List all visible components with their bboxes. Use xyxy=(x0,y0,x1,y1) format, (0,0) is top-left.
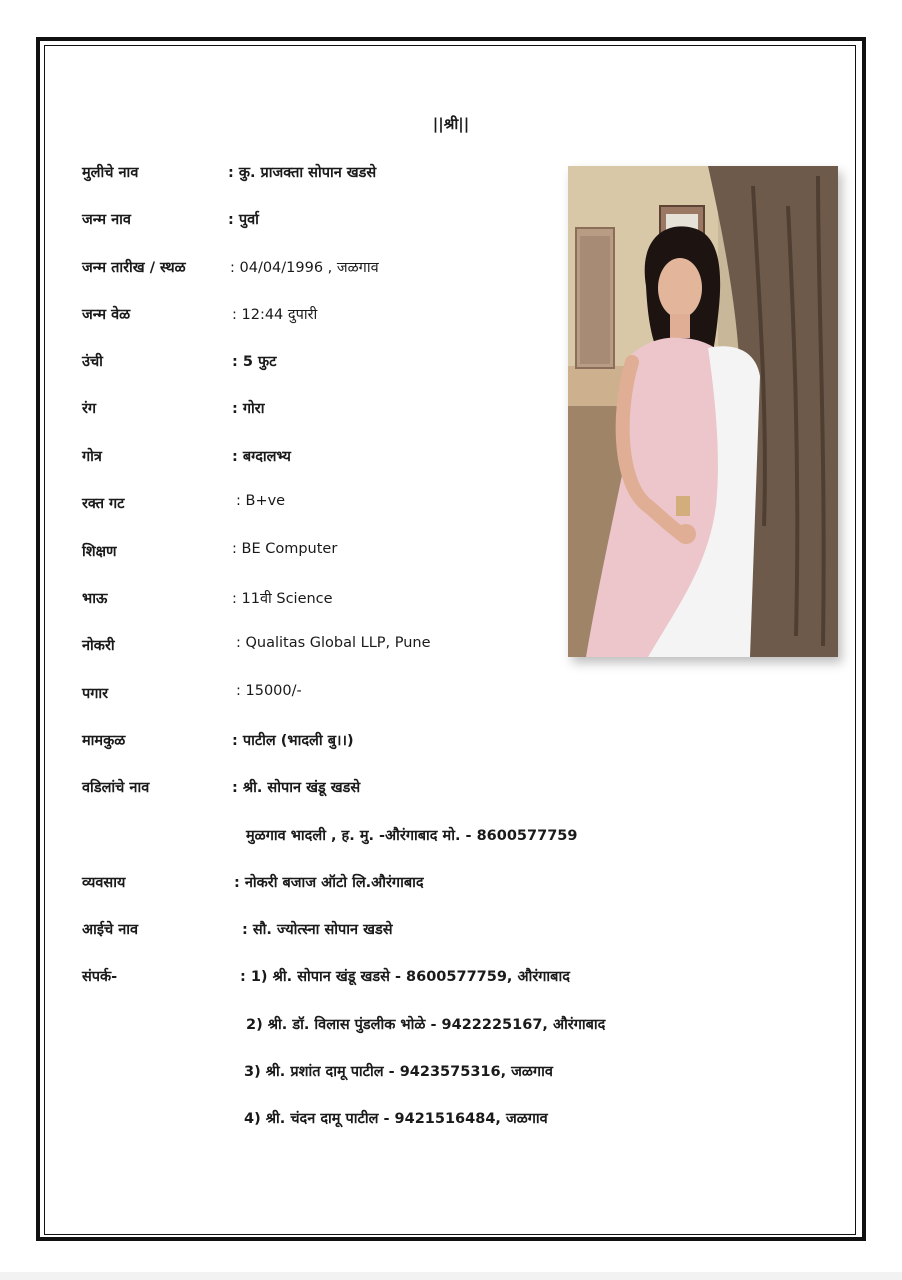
field-label: जन्म नाव xyxy=(82,212,131,228)
field-label: शिक्षण xyxy=(82,544,117,560)
field-row-contact-1 xyxy=(0,966,902,992)
field-label: मुलीचे नाव xyxy=(82,165,139,181)
field-value: : 5 फुट xyxy=(232,354,277,370)
field-value: : 1) श्री. सोपान खंडू खडसे - 8600577759, औरंगाबाद xyxy=(240,969,570,985)
field-value: : Qualitas Global LLP, Pune xyxy=(236,635,431,651)
field-value: : 15000/- xyxy=(236,683,302,699)
page-header: ||श्री|| xyxy=(432,115,470,133)
field-value: : BE Computer xyxy=(232,541,338,557)
field-value: मुळगाव भादली , ह. मु. -औरंगाबाद मो. - 8600577759 xyxy=(246,828,578,844)
field-value: 4) श्री. चंदन दामू पाटील - 9421516484, जळगाव xyxy=(244,1111,548,1127)
field-row-father-name xyxy=(0,777,902,803)
field-label: भाऊ xyxy=(82,591,108,607)
field-row-salary xyxy=(0,683,902,709)
photo-door-panel xyxy=(580,236,610,364)
field-label: नोकरी xyxy=(82,638,115,654)
field-row-contact-3 xyxy=(0,1061,902,1087)
photo-bangles xyxy=(676,496,690,516)
field-row-mother-name xyxy=(0,919,902,945)
field-value: : बग्दालभ्य xyxy=(232,449,291,465)
field-label: व्यवसाय xyxy=(82,875,126,891)
field-label: संपर्क- xyxy=(82,969,118,985)
field-label: गोत्र xyxy=(82,449,102,465)
field-label: मामकुळ xyxy=(82,733,126,749)
field-label: वडिलांचे नाव xyxy=(82,780,150,796)
field-label: पगार xyxy=(82,686,109,702)
field-value: : 12:44 दुपारी xyxy=(232,307,318,323)
field-value: : सौ. ज्योत्स्ना सोपान खडसे xyxy=(242,922,393,938)
field-value: : 11वी Science xyxy=(232,591,333,607)
field-row-father-address xyxy=(0,825,902,851)
field-value: 3) श्री. प्रशांत दामू पाटील - 9423575316, जळगाव xyxy=(244,1064,553,1080)
field-label: जन्म तारीख / स्थळ xyxy=(82,260,186,276)
portrait-photo-icon xyxy=(568,166,838,657)
field-value: : पुर्वा xyxy=(228,212,259,228)
field-label: आईचे नाव xyxy=(82,922,139,938)
field-value: : पाटील (भादली बु।।) xyxy=(232,733,354,749)
photo-hand xyxy=(676,524,696,544)
field-value: : नोकरी बजाज ऑटो लि.औरंगाबाद xyxy=(234,875,424,891)
field-value: : कु. प्राजक्ता सोपान खडसे xyxy=(228,165,377,181)
photo-neck xyxy=(670,314,690,338)
field-value: : 04/04/1996 , जळगाव xyxy=(230,260,379,276)
field-label: रंग xyxy=(82,401,97,417)
field-label: जन्म वेळ xyxy=(82,307,131,323)
field-label: रक्त गट xyxy=(82,496,125,512)
field-label: उंची xyxy=(82,354,103,370)
field-row-maternal-clan xyxy=(0,730,902,756)
field-value: : श्री. सोपान खंडू खडसे xyxy=(232,780,361,796)
field-row-contact-4 xyxy=(0,1108,902,1134)
field-value: : B+ve xyxy=(236,493,286,509)
field-value: 2) श्री. डॉ. विलास पुंडलीक भोळे - 9422225167, औरंगाबाद xyxy=(246,1017,606,1033)
portrait-photo xyxy=(568,166,838,657)
photo-face xyxy=(658,258,702,318)
field-row-occupation xyxy=(0,872,902,898)
field-value: : गोरा xyxy=(232,401,265,417)
field-row-contact-2 xyxy=(0,1014,902,1040)
